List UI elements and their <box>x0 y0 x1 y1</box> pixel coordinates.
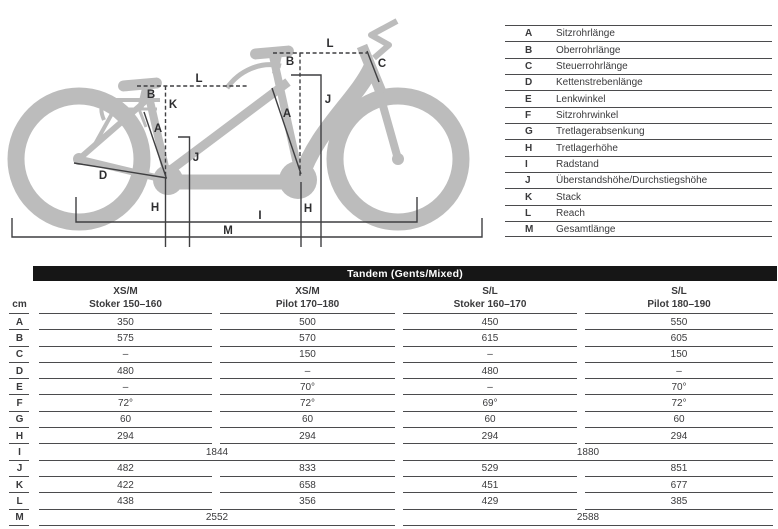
legend-key: E <box>525 93 532 105</box>
legend-row <box>505 156 772 172</box>
row-key: L <box>9 493 35 509</box>
legend-row <box>505 74 772 90</box>
table-cell: 70° <box>216 379 399 395</box>
table-cell: 550 <box>581 314 777 330</box>
table-cell: – <box>216 363 399 379</box>
handlebar <box>371 21 397 58</box>
column-header <box>35 282 216 314</box>
legend-label: Sitzrohrlänge <box>556 28 615 40</box>
column-header <box>399 282 581 314</box>
column-header <box>581 282 777 314</box>
table-cell: 294 <box>35 428 216 444</box>
table-cell: 480 <box>35 363 216 379</box>
table-cell: 570 <box>216 330 399 346</box>
legend-row <box>505 58 772 74</box>
table-cell: 356 <box>216 493 399 509</box>
legend-label: Überstandshöhe/Durchstiegshöhe <box>556 175 708 187</box>
dim-label-standover-front: J <box>324 94 332 106</box>
dim-label-toptube-front: B <box>285 56 295 68</box>
row-key: G <box>9 412 35 428</box>
dim-label-total-length: M <box>223 225 233 237</box>
table-cell: 60 <box>581 412 777 428</box>
table-cell: – <box>35 347 216 363</box>
legend-row <box>505 188 772 204</box>
dim-label-bbheight-rear: H <box>150 202 160 214</box>
rider-label: Pilot 170–180 <box>275 299 340 310</box>
table-cell: 450 <box>399 314 581 330</box>
table-cell: 482 <box>35 461 216 477</box>
legend-label: Tretlagerhöhe <box>556 142 618 154</box>
legend-row <box>505 90 772 106</box>
table-cell: 294 <box>216 428 399 444</box>
table-title-bar <box>33 266 777 281</box>
table-cell: 833 <box>216 461 399 477</box>
row-key: B <box>9 330 35 346</box>
legend-key: I <box>525 158 528 170</box>
table-cell-merged: 2588 <box>399 510 777 526</box>
legend-key: B <box>525 44 533 56</box>
table-cell: – <box>399 379 581 395</box>
dim-label-reach-rear: L <box>195 73 203 85</box>
row-key: C <box>9 347 35 363</box>
table-cell: 480 <box>399 363 581 379</box>
legend-row <box>505 107 772 123</box>
dim-label-headtube: C <box>377 58 387 70</box>
chain-stay <box>79 159 166 180</box>
dim-label-toptube-rear: B <box>146 89 156 101</box>
table-cell: 429 <box>399 493 581 509</box>
table-cell: 72° <box>581 395 777 411</box>
legend-row <box>505 221 772 237</box>
table-cell: 615 <box>399 330 581 346</box>
table-cell: 150 <box>581 347 777 363</box>
dim-label-bbheight-front: H <box>303 203 313 215</box>
table-cell: 438 <box>35 493 216 509</box>
row-key: M <box>9 510 35 526</box>
legend-row <box>505 123 772 139</box>
table-cell-merged: 2552 <box>35 510 399 526</box>
dim-label-chainstay: D <box>98 170 108 182</box>
unit-label: cm <box>12 299 27 310</box>
legend-label: Stack <box>556 191 582 203</box>
legend-label: Lenkwinkel <box>556 93 606 105</box>
table-cell: 658 <box>216 477 399 493</box>
row-key: I <box>9 444 35 460</box>
legend-row <box>505 139 772 155</box>
dim-label-stack: K <box>168 99 178 111</box>
size-label: XS/M <box>295 286 320 297</box>
legend-row <box>505 41 772 57</box>
lateral-tube <box>168 82 288 172</box>
legend-label: Oberrohrlänge <box>556 44 621 56</box>
table-cell: 605 <box>581 330 777 346</box>
size-label: S/L <box>482 286 498 297</box>
legend-label: Reach <box>556 207 585 219</box>
table-cell: 529 <box>399 461 581 477</box>
table-title: Tandem (Gents/Mixed) <box>347 267 463 280</box>
legend-label: Radstand <box>556 158 599 170</box>
legend-key: M <box>525 223 534 235</box>
row-key: E <box>9 379 35 395</box>
legend-row <box>505 205 772 221</box>
table-cell: 70° <box>581 379 777 395</box>
legend-table <box>505 25 772 237</box>
legend-label: Tretlagerabsenkung <box>556 126 645 138</box>
table-cell: 60 <box>399 412 581 428</box>
table-cell: 294 <box>399 428 581 444</box>
legend-label: Sitzrohrwinkel <box>556 109 619 121</box>
dim-label-seattube-front: A <box>282 108 292 120</box>
tandem-geometry-diagram <box>0 0 505 260</box>
dim-label-standover-rear: J <box>192 152 200 164</box>
table-cell: – <box>35 379 216 395</box>
dim-label-wheelbase: I <box>258 210 262 222</box>
legend-key: C <box>525 60 533 72</box>
table-cell: 422 <box>35 477 216 493</box>
table-cell: 500 <box>216 314 399 330</box>
table-cell: 677 <box>581 477 777 493</box>
legend-label: Gesamtlänge <box>556 223 616 235</box>
legend-key: D <box>525 77 533 89</box>
geometry-table <box>9 282 777 526</box>
table-cell-merged: 1880 <box>399 444 777 460</box>
rider-label: Stoker 150–160 <box>89 299 162 310</box>
column-header <box>216 282 399 314</box>
table-cell: 150 <box>216 347 399 363</box>
size-label: XS/M <box>113 286 138 297</box>
dim-label-seattube-rear: A <box>153 123 163 135</box>
legend-label: Kettenstrebenlänge <box>556 77 643 89</box>
unit-header <box>9 282 35 314</box>
legend-key: G <box>525 126 533 138</box>
legend-key: F <box>525 109 532 121</box>
legend-key: K <box>525 191 533 203</box>
legend-row <box>505 25 772 41</box>
rear-bottom-bracket <box>153 165 183 195</box>
table-cell: 575 <box>35 330 216 346</box>
dim-label-reach-front: L <box>326 38 334 50</box>
size-label: S/L <box>671 286 687 297</box>
table-cell: – <box>581 363 777 379</box>
row-key: K <box>9 477 35 493</box>
legend-key: H <box>525 142 533 154</box>
table-cell: 72° <box>35 395 216 411</box>
legend-key: L <box>525 207 532 219</box>
legend-key: A <box>525 28 533 40</box>
row-key: F <box>9 395 35 411</box>
row-key: J <box>9 461 35 477</box>
rider-label: Stoker 160–170 <box>453 299 527 310</box>
rider-label: Pilot 180–190 <box>647 299 711 310</box>
table-cell: 350 <box>35 314 216 330</box>
table-cell: 294 <box>581 428 777 444</box>
row-key: A <box>9 314 35 330</box>
dim-line-chainstay <box>74 163 167 178</box>
legend-label: Steuerrohrlänge <box>556 60 628 72</box>
table-cell: 72° <box>216 395 399 411</box>
table-cell: 60 <box>216 412 399 428</box>
table-cell: 60 <box>35 412 216 428</box>
table-cell: 69° <box>399 395 581 411</box>
stoker-saddle <box>118 77 163 92</box>
front-hub <box>392 153 404 165</box>
table-cell: 451 <box>399 477 581 493</box>
table-cell: – <box>399 347 581 363</box>
legend-row <box>505 172 772 188</box>
row-key: D <box>9 363 35 379</box>
bike-silhouette <box>16 21 461 222</box>
table-cell-merged: 1844 <box>35 444 399 460</box>
table-cell: 851 <box>581 461 777 477</box>
row-key: H <box>9 428 35 444</box>
table-cell: 385 <box>581 493 777 509</box>
legend-key: J <box>525 175 531 187</box>
